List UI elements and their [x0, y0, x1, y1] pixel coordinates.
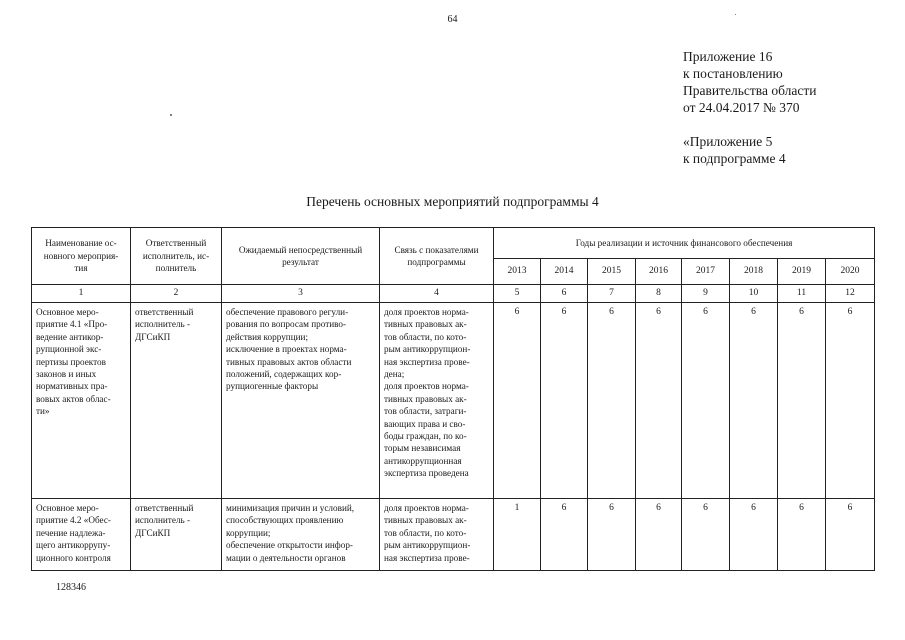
year-value-cell: 6 — [682, 303, 730, 499]
year-value-cell: 6 — [494, 303, 541, 499]
responsible-cell: ответственный исполнитель - ДГСиКП — [131, 499, 222, 571]
header-row-top — [32, 228, 875, 259]
column-number: 9 — [682, 285, 730, 303]
header-name: Наименование ос- новного мероприя- тия — [32, 228, 131, 285]
year-value-cell: 6 — [682, 499, 730, 571]
column-number: 3 — [222, 285, 380, 303]
annex-line: Приложение 16 — [683, 49, 773, 64]
year-cell: 2016 — [636, 258, 682, 284]
year-value-cell: 6 — [826, 499, 875, 571]
annex-sub-line: к подпрограмме 4 — [683, 151, 786, 166]
year-value-cell: 6 — [541, 303, 588, 499]
year-cell: 2018 — [730, 258, 778, 284]
header-responsible: Ответственный исполнитель, ис- полнитель — [131, 228, 222, 285]
year-value-cell: 6 — [588, 303, 636, 499]
year-cell: 2013 — [494, 258, 541, 284]
measure-name-cell: Основное меро- приятие 4.2 «Обес- печение надлежа- щего антикоррупу- ционного контроля — [32, 499, 131, 571]
header-result: Ожидаемый непосредственный результат — [222, 228, 380, 285]
responsible-cell: ответственный исполнитель - ДГСиКП — [131, 303, 222, 499]
year-value-cell: 1 — [494, 499, 541, 571]
scan-speck — [735, 14, 736, 15]
annex-sub-line: «Приложение 5 — [683, 134, 773, 149]
indicator-link-cell: доля проектов норма- тивных правовых ак- тов области, по кото- рым антикоррупцион- ная экспертиза прове- дена; доля проектов норма- тивных правовых ак- тов области, затраги- вающих права и сво- боды граждан, по ко- торым независимая антикоррупционная экспертиза проведена — [380, 303, 494, 499]
column-number-row — [32, 285, 875, 303]
column-number: 4 — [380, 285, 494, 303]
result-cell: обеспечение правового регули- рования по вопросам противо- действия коррупции; исключение в проектах норма- тивных правовых актов области положений, содержащих кор- рупциогенные факторы — [222, 303, 380, 499]
year-cell: 2020 — [826, 258, 875, 284]
measure-name-cell: Основное меро- приятие 4.1 «Про- ведение антикор- рупционной экс- пертизы проектов законов и иных нормативных пра- вовых актов облас- ти» — [32, 303, 131, 499]
column-number: 11 — [778, 285, 826, 303]
annex-line: к постановлению — [683, 66, 783, 81]
year-cell: 2019 — [778, 258, 826, 284]
year-value-cell: 6 — [541, 499, 588, 571]
scan-speck — [170, 114, 172, 116]
footer-code: 128346 — [56, 582, 86, 593]
column-number: 1 — [32, 285, 131, 303]
result-cell: минимизация причин и условий, способствующих проявлению коррупции; обеспечение открытости инфор- мации о деятельности органов — [222, 499, 380, 571]
year-value-cell: 6 — [778, 499, 826, 571]
year-cell: 2014 — [541, 258, 588, 284]
column-number: 5 — [494, 285, 541, 303]
year-value-cell: 6 — [826, 303, 875, 499]
annex-gap — [683, 116, 893, 133]
year-value-cell: 6 — [730, 303, 778, 499]
column-number: 6 — [541, 285, 588, 303]
year-cell: 2017 — [682, 258, 730, 284]
column-number: 2 — [131, 285, 222, 303]
year-cell: 2015 — [588, 258, 636, 284]
table-row — [32, 303, 875, 499]
annex-block — [683, 48, 893, 167]
page-number: 64 — [447, 14, 458, 25]
column-number: 12 — [826, 285, 875, 303]
year-value-cell: 6 — [588, 499, 636, 571]
year-value-cell: 6 — [730, 499, 778, 571]
header-years-group: Годы реализации и источник финансового обеспечения — [494, 228, 875, 259]
year-value-cell: 6 — [636, 499, 682, 571]
table-row — [32, 499, 875, 571]
measures-table — [31, 227, 875, 571]
year-value-cell: 6 — [778, 303, 826, 499]
year-value-cell: 6 — [636, 303, 682, 499]
document-title: Перечень основных мероприятий подпрограммы 4 — [306, 194, 599, 209]
column-number: 7 — [588, 285, 636, 303]
indicator-link-cell: доля проектов норма- тивных правовых ак- тов области, по кото- рым антикоррупцион- ная экспертиза прове- — [380, 499, 494, 571]
header-link: Связь с показателями подпрограммы — [380, 228, 494, 285]
annex-line: Правительства области — [683, 83, 817, 98]
annex-line: от 24.04.2017 № 370 — [683, 100, 800, 115]
column-number: 10 — [730, 285, 778, 303]
column-number: 8 — [636, 285, 682, 303]
